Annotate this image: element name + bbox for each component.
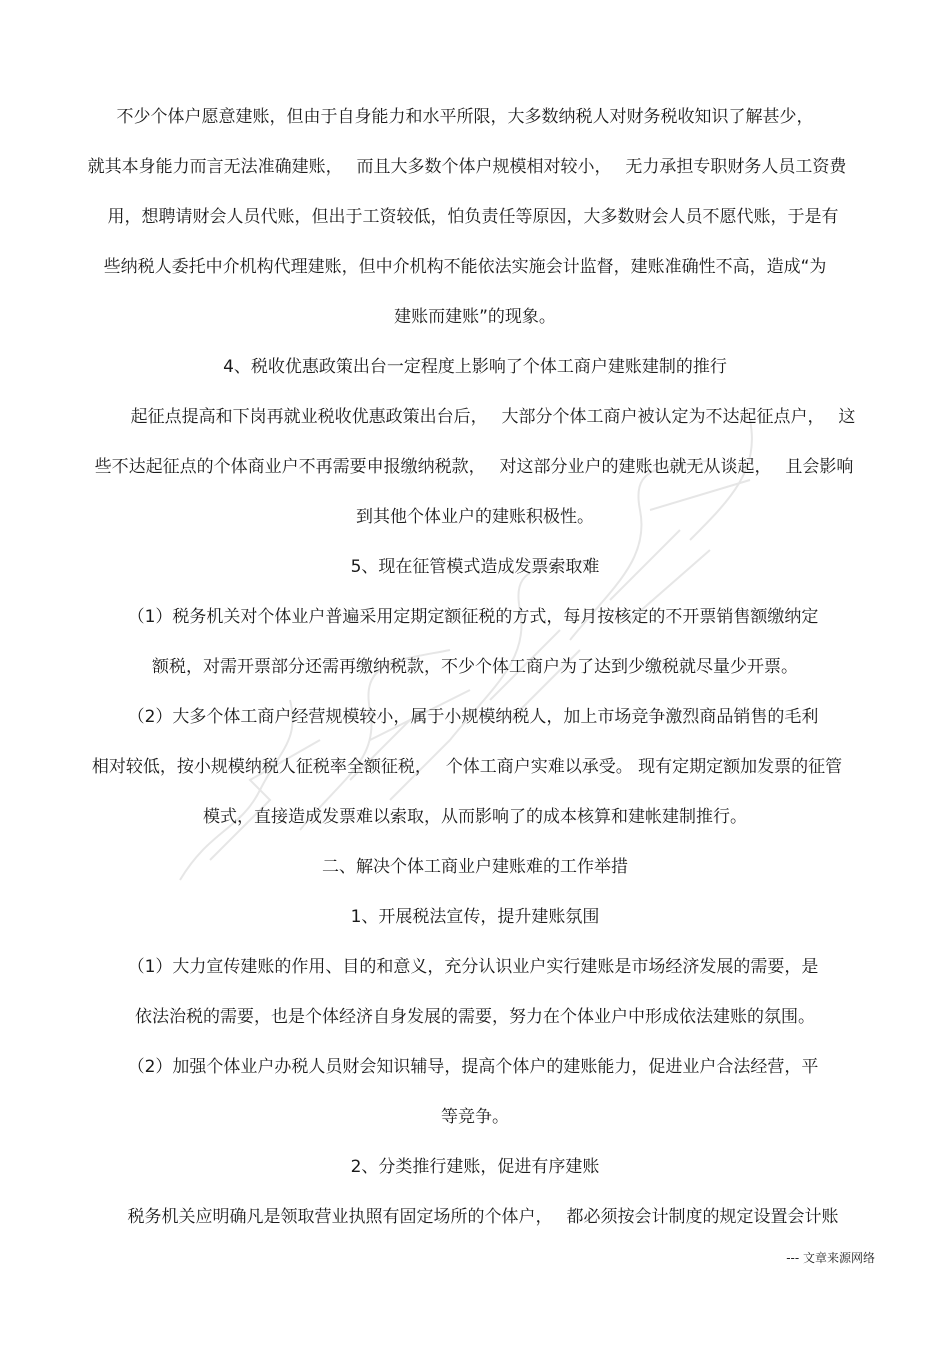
paragraph-line-5: 建账而建账”的现象。 xyxy=(394,307,556,327)
paragraph-line-18: 税务机关应明确凡是领取营业执照有固定场所的个体户， 都必须按会计制度的规定设置会计账 xyxy=(127,1207,839,1227)
paragraph-line-8: 到其他个体业户的建账积极性。 xyxy=(356,507,594,527)
paragraph-line-14: （1）大力宣传建账的作用、目的和意义，充分认识业户实行建账是市场经济发展的需要，是 xyxy=(127,957,819,977)
subsection-heading-1: 1、开展税法宣传，提升建账氛围 xyxy=(350,907,600,927)
paragraph-line-15: 依法治税的需要，也是个体经济自身发展的需要，努力在个体业户中形成依法建账的氛围。 xyxy=(135,1007,815,1027)
paragraph-line-1: 不少个体户愿意建账，但由于自身能力和水平所限，大多数纳税人对财务税收知识了解甚少， xyxy=(116,107,814,127)
paragraph-line-2: 就其本身能力而言无法准确建账， 而且大多数个体户规模相对较小， 无力承担专职财务人员工资费 xyxy=(87,157,847,177)
paragraph-line-13: 模式，直接造成发票难以索取，从而影响了的成本核算和建帐建制推行。 xyxy=(203,807,747,827)
section-heading-5: 5、现在征管模式造成发票索取难 xyxy=(350,557,600,577)
paragraph-line-12: 相对较低，按小规模纳税人征税率全额征税， 个体工商户实难以承受。 现有定期定额加发票的征管 xyxy=(91,757,843,777)
subsection-heading-2: 2、分类推行建账，促进有序建账 xyxy=(350,1157,600,1177)
paragraph-line-10: 额税，对需开票部分还需再缴纳税款，不少个体工商户为了达到少缴税就尽量少开票。 xyxy=(152,657,798,677)
paragraph-line-3: 用，想聘请财会人员代账，但出于工资较低，怕负责任等原因，大多数财会人员不愿代账，于是有 xyxy=(107,207,839,227)
paragraph-line-11: （2）大多个体工商户经营规模较小，属于小规模纳税人，加上市场竞争激烈商品销售的毛利 xyxy=(127,707,819,727)
paragraph-line-9: （1）税务机关对个体业户普遍采用定期定额征税的方式，每月按核定的不开票销售额缴纳定 xyxy=(127,607,819,627)
paragraph-line-6: 起征点提高和下岗再就业税收优惠政策出台后， 大部分个体工商户被认定为不达起征点户， 这 xyxy=(130,407,856,427)
paragraph-line-7: 些不达起征点的个体商业户不再需要申报缴纳税款， 对这部分业户的建账也就无从谈起， 且会影响 xyxy=(94,457,854,477)
watermark-icon xyxy=(150,360,800,920)
section-heading-2: 二、解决个体工商业户建账难的工作举措 xyxy=(322,857,628,877)
footer-source: --- 文章来源网络 xyxy=(786,1251,875,1265)
section-heading-4: 4、税收优惠政策出台一定程度上影响了个体工商户建账建制的推行 xyxy=(223,357,727,377)
paragraph-line-4: 些纳税人委托中介机构代理建账，但中介机构不能依法实施会计监督，建账准确性不高，造成“为 xyxy=(103,257,827,277)
paragraph-line-16: （2）加强个体业户办税人员财会知识辅导，提高个体户的建账能力，促进业户合法经营，平 xyxy=(127,1057,819,1077)
paragraph-line-17: 等竞争。 xyxy=(441,1107,509,1127)
